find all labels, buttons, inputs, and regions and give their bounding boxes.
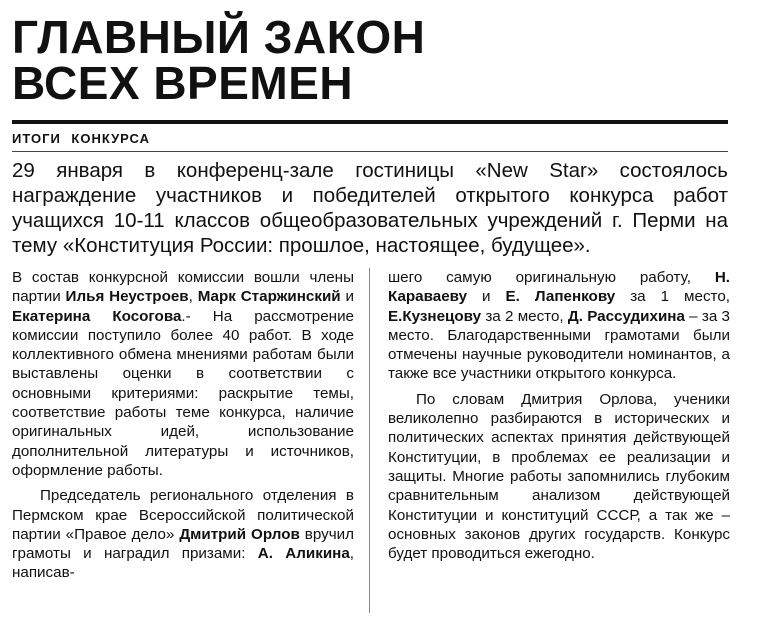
person-name: Д. Рассудихина [567, 307, 685, 325]
headline-line-2: ВСЕХ ВРЕМЕН [12, 57, 354, 109]
left-paragraph-1 [12, 268, 354, 480]
section-rule [12, 151, 728, 152]
text-span: шего самую оригинальную работу, [388, 269, 715, 286]
right-paragraph-1 [388, 268, 730, 384]
right-paragraph-2: По словам Дмитрия Орлова, ученики великолепно разбираются в исторических и политических аспектах принятия действующей Конституции, в проблемах ее реализации и защиты. Многие работы запомнились глубоким сравнительным анализом действующей Конституции и конституций СССР, а так же – основных законов других государств. Конкурс будет проводиться ежегодно. [388, 390, 730, 563]
person-name: А. Аликина [257, 545, 350, 563]
column-divider [369, 268, 370, 613]
person-name: Марк Старжинский [197, 288, 341, 306]
person-name: Н. Караваеву [388, 269, 730, 306]
text-span: за 2 место, [481, 307, 568, 325]
text-span: , [188, 288, 198, 306]
text-span: В состав конкурсной комиссии вошли члены партии [12, 269, 354, 306]
text-span: и [467, 288, 506, 306]
section-label: ИТОГИ КОНКУРСА [12, 131, 150, 146]
headline-rule [12, 120, 728, 124]
headline-line-1: ГЛАВНЫЙ ЗАКОН [12, 11, 426, 63]
text-span: Председатель регионального отделения в Пермском крае Всероссийской политической партии «Правое дело» [12, 487, 354, 543]
person-name: Е.Кузнецову [388, 307, 482, 325]
person-name: Е. Лапенкову [505, 288, 616, 306]
text-span: и [340, 288, 354, 306]
text-span: за 1 место, [615, 288, 730, 306]
person-name: Дмитрий Орлов [179, 525, 300, 543]
text-span: – за 3 место. Благодарственными грамотами были отмечены научные руководители номинантов, а также все участники открытого конкурса. [388, 307, 730, 383]
lead-paragraph: 29 января в конференц-зале гостиницы «New Star» состоялось награждение участников и победителей открытого конкурса работ учащихся 10-11 классов общеобразовательных учреждений г. Перми на тему «Конституция России: прошлое, настоящее, будущее». [12, 159, 728, 257]
person-name: Екатерина Косогова [12, 307, 182, 325]
article-column-right [388, 268, 730, 563]
person-name: Илья Неустроев [65, 288, 189, 306]
article-headline [12, 11, 752, 109]
text-span: , написав- [12, 545, 355, 582]
text-span: вручил грамоты и наградил призами: [12, 525, 354, 563]
text-span: .- На рассмотрение комиссии поступило более 40 работ. В ходе коллективного обмена мнениями работам были выставлены оценки в соответствии с основными критериями: раскрытие темы, соответствие работы теме конкурса, наличие оригинальных идей, использование дополнительной литературы и источников, оформление работы. [12, 307, 354, 479]
left-paragraph-2 [12, 486, 354, 582]
article-column-left [12, 268, 354, 583]
